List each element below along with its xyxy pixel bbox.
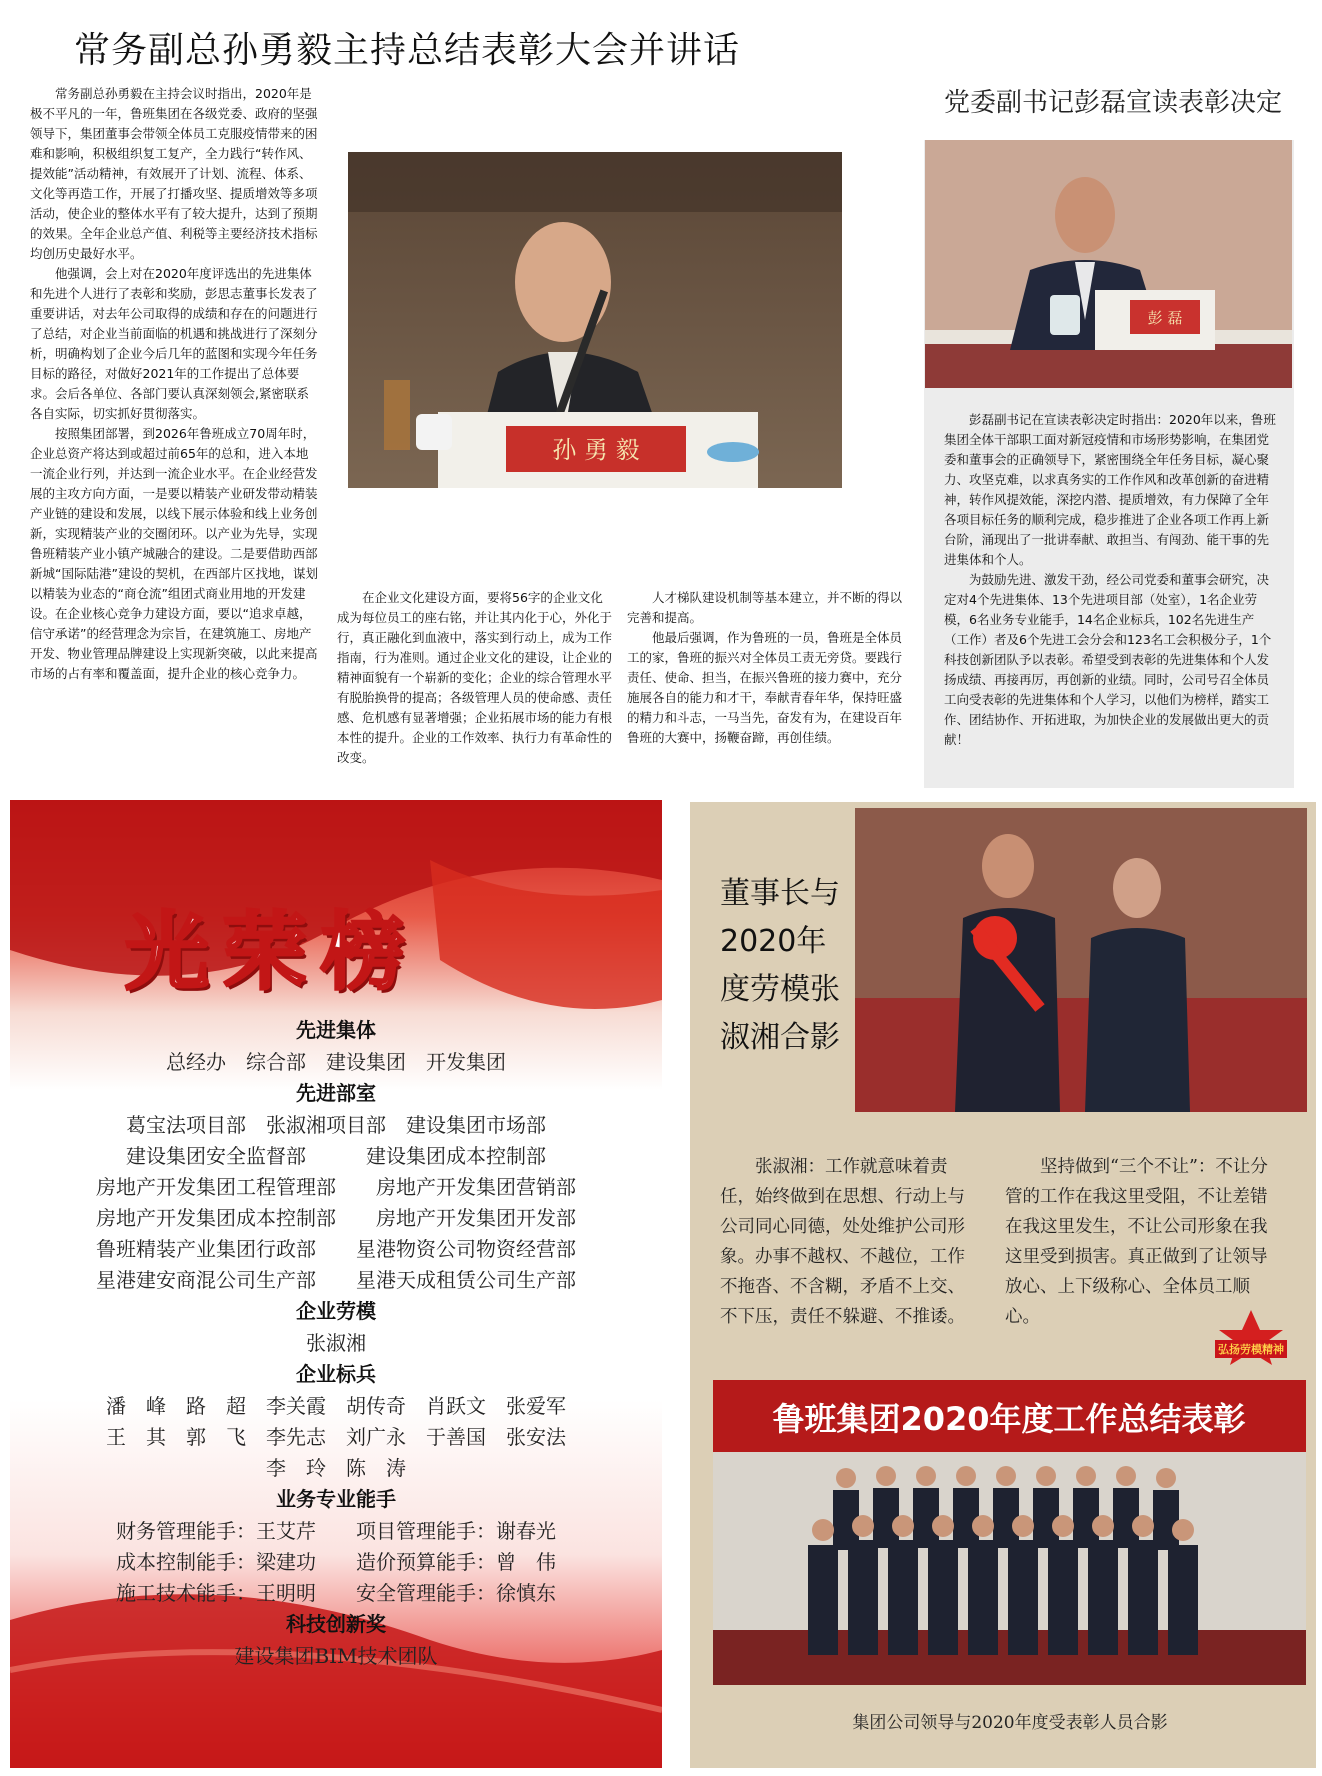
honor-category-heading: 业务专业能手: [276, 1487, 396, 1511]
article-mid-column: [337, 588, 613, 768]
group-photo-banner: 鲁班集团2020年度工作总结表彰: [772, 1400, 1246, 1438]
honor-entry-line: 鲁班精装产业集团行政部 星港物资公司物资经营部: [96, 1237, 576, 1261]
article-paragraph: 他最后强调，作为鲁班的一员，鲁班是全体员工的家，鲁班的振兴对全体员工责无旁贷。要践行责任、使命、担当，在振兴鲁班的接力赛中，充分施展各自的能力和才干，奉献青春年华，保持旺盛的精力和斗志，一马当先，奋发有为，在建设百年鲁班的大赛中，扬鞭奋蹄，再创佳绩。: [627, 630, 903, 745]
sidebar-title: 党委副书记彭磊宣读表彰决定: [944, 88, 1283, 118]
article-paragraph: 在企业文化建设方面，要将56字的企业文化成为每位员工的座右铭，并让其内化于心，外化于行，真正融化到血液中，落实到行动上，成为工作指南，行为准则。通过企业文化的建设，让企业的精神面貌有一个崭新的变化；企业的综合管理水平有脱胎换骨的提高；各级管理人员的使命感、责任感、危机感有显著增强；企业拓展市场的能力有根本性的提升。企业的工作效率、执行力有革命性的改变。: [337, 590, 613, 765]
honor-category-heading: 先进部室: [296, 1081, 376, 1105]
honor-entry-line: 成本控制能手：梁建功 造价预算能手：曾 伟: [116, 1550, 556, 1574]
honor-entry-line: 财务管理能手：王艾芹 项目管理能手：谢春光: [116, 1519, 556, 1543]
honor-category-heading: 企业标兵: [296, 1362, 376, 1386]
honor-category-heading: 先进集体: [296, 1018, 376, 1042]
chairman-photo: [855, 808, 1307, 1112]
honor-category-heading: 科技创新奖: [286, 1612, 386, 1636]
sidebar-text: [944, 410, 1276, 750]
article-right-column: [627, 588, 907, 748]
honor-entry-line: 总经办 综合部 建设集团 开发集团: [166, 1050, 506, 1074]
honor-roll-panel: [10, 800, 662, 1768]
honor-entry-line: 潘 峰 路 超 李关霞 胡传奇 肖跃文 张爱军: [106, 1394, 566, 1418]
honor-entry-line: 李 玲 陈 涛: [266, 1456, 406, 1480]
sidebar-nameplate: 彭 磊: [1147, 309, 1183, 327]
honor-entry-line: 房地产开发集团成本控制部 房地产开发集团开发部: [96, 1206, 576, 1230]
labor-model-spirit-badge: 弘扬劳模精神: [1215, 1310, 1287, 1366]
page-title: 常务副总孙勇毅主持总结表彰大会并讲话: [74, 30, 741, 71]
article-paragraph: 常务副总孙勇毅在主持会议时指出，2020年是极不平凡的一年，鲁班集团在各级党委、政府的坚强领导下，集团董事会带领全体员工克服疫情带来的困难和影响，积极组织复工复产，全力践行“转作风、提效能”活动精神，有效展开了计划、流程、体系、文化等再造工作，开展了打播攻坚、提质增效等多项活动，使企业的整体水平有了较大提升，达到了预期的效果。全年企业总产值、利税等主要经济技术指标均创历史最好水平。: [30, 86, 318, 261]
speaker-photo: [348, 152, 842, 488]
honor-roll-banner: 光荣榜: [125, 902, 420, 1001]
honor-entry-line: 葛宝法项目部 张淑湘项目部 建设集团市场部: [126, 1113, 546, 1137]
chairman-vertical-title: 董事长与2020年度劳模张淑湘合影: [720, 876, 840, 1055]
quote-right: 坚持做到“三个不让”：不让分管的工作在我这里受阻，不让差错在我这里发生，不让公司形象在我这里受到损害。真正做到了让领导放心、上下级称心、全体员工顺心。: [1005, 1157, 1268, 1327]
honor-entry-line: 星港建安商混公司生产部 星港天成租赁公司生产部: [96, 1268, 576, 1292]
article-paragraph: 他强调，会上对在2020年度评选出的先进集体和先进个人进行了表彰和奖励，彭思志董事长发表了重要讲话，对去年公司取得的成绩和存在的问题进行了总结，对企业当前面临的机遇和挑战进行了深刻分析，明确构划了企业今后几年的蓝图和实现今年任务目标的路径，对做好2021年的工作提出了总体要求。会后各单位、各部门要认真深刻领会,紧密联系各自实际，切实抓好贯彻落实。: [30, 266, 318, 421]
sidebar-paragraph: 彭磊副书记在宣读表彰决定时指出：2020年以来，鲁班集团全体干部职工面对新冠疫情和市场形势影响，在集团党委和董事会的正确领导下，紧密围绕全年任务目标，凝心聚力、攻坚克难，以求真务实的工作作风和改革创新的奋进精神，转作风提效能，深挖内潜、提质增效，有力保障了全年各项目标任务的顺利完成，稳步推进了企业各项工作再上新台阶，涌现出了一批讲奉献、敢担当、有闯劲、能干事的先进集体和个人。: [944, 412, 1276, 567]
group-photo-caption: 集团公司领导与2020年度受表彰人员合影: [852, 1713, 1168, 1733]
honor-entry-line: 王 其 郭 飞 李先志 刘广永 于善国 张安法: [106, 1425, 566, 1449]
honor-category-heading: 企业劳模: [296, 1299, 376, 1323]
honor-entry-line: 建设集团安全监督部 建设集团成本控制部: [126, 1144, 546, 1168]
sidebar-paragraph: 为鼓励先进、激发干劲，经公司党委和董事会研究，决定对4个先进集体、13个先进项目部（处室），1名企业劳模，6名业务专业能手，14名企业标兵，102名先进生产（工作）者及6个先进工会分会和123名工会积极分子，1个科技创新团队予以表彰。希望受到表彰的先进集体和个人发扬成绩、再接再厉，再创新的业绩。同时，公司号召全体员工向受表彰的先进集体和个人学习，以他们为榜样，踏实工作、团结协作、开拓进取，为加快企业的发展做出更大的贡献！: [944, 572, 1272, 747]
article-paragraph: 人才梯队建设机制等基本建立，并不断的得以完善和提高。: [627, 590, 903, 625]
honor-entry-line: 施工技术能手：王明明 安全管理能手：徐慎东: [116, 1581, 556, 1605]
quote-left: 张淑湘：工作就意味着责任，始终做到在思想、行动上与公司同心同德，处处维护公司形象。办事不越权、不越位，工作不拖沓、不含糊，矛盾不上交、不下压，责任不躲避、不推诿。: [720, 1157, 965, 1327]
speaker-nameplate: 孙 勇 毅: [552, 436, 640, 464]
honor-entry-line: 建设集团BIM技术团队: [234, 1644, 438, 1668]
group-photo: [713, 1380, 1306, 1685]
deputy-secretary-photo: [925, 140, 1292, 388]
article-left-column: [30, 84, 320, 684]
article-paragraph: 按照集团部署，到2026年鲁班成立70周年时，企业总资产将达到或超过前65年的总和，进入本地一流企业行列，并达到一流企业水平。在企业经营发展的主攻方向方面，一是要以精装产业研发带动精装产业链的建设和发展，以线下展示体验和线上业务创新，实现精装产业的交圈闭环。以产业为先导，实现鲁班精装产业小镇产城融合的建设。二是要借助西部新城“国际陆港”建设的契机，在西部片区找地，谋划以精装为业态的“商仓流”组团式商业用地的开发建设。在企业核心竞争力建设方面，要以“追求卓越，信守承诺”的经营理念为宗旨，在建筑施工、房地产开发、物业管理品牌建设上实现新突破，以此来提高市场的占有率和覆盖面，提升企业的核心竞争力。: [30, 426, 318, 681]
honor-entry-line: 房地产开发集团工程管理部 房地产开发集团营销部: [96, 1175, 576, 1199]
honor-entry-line: 张淑湘: [306, 1331, 366, 1355]
